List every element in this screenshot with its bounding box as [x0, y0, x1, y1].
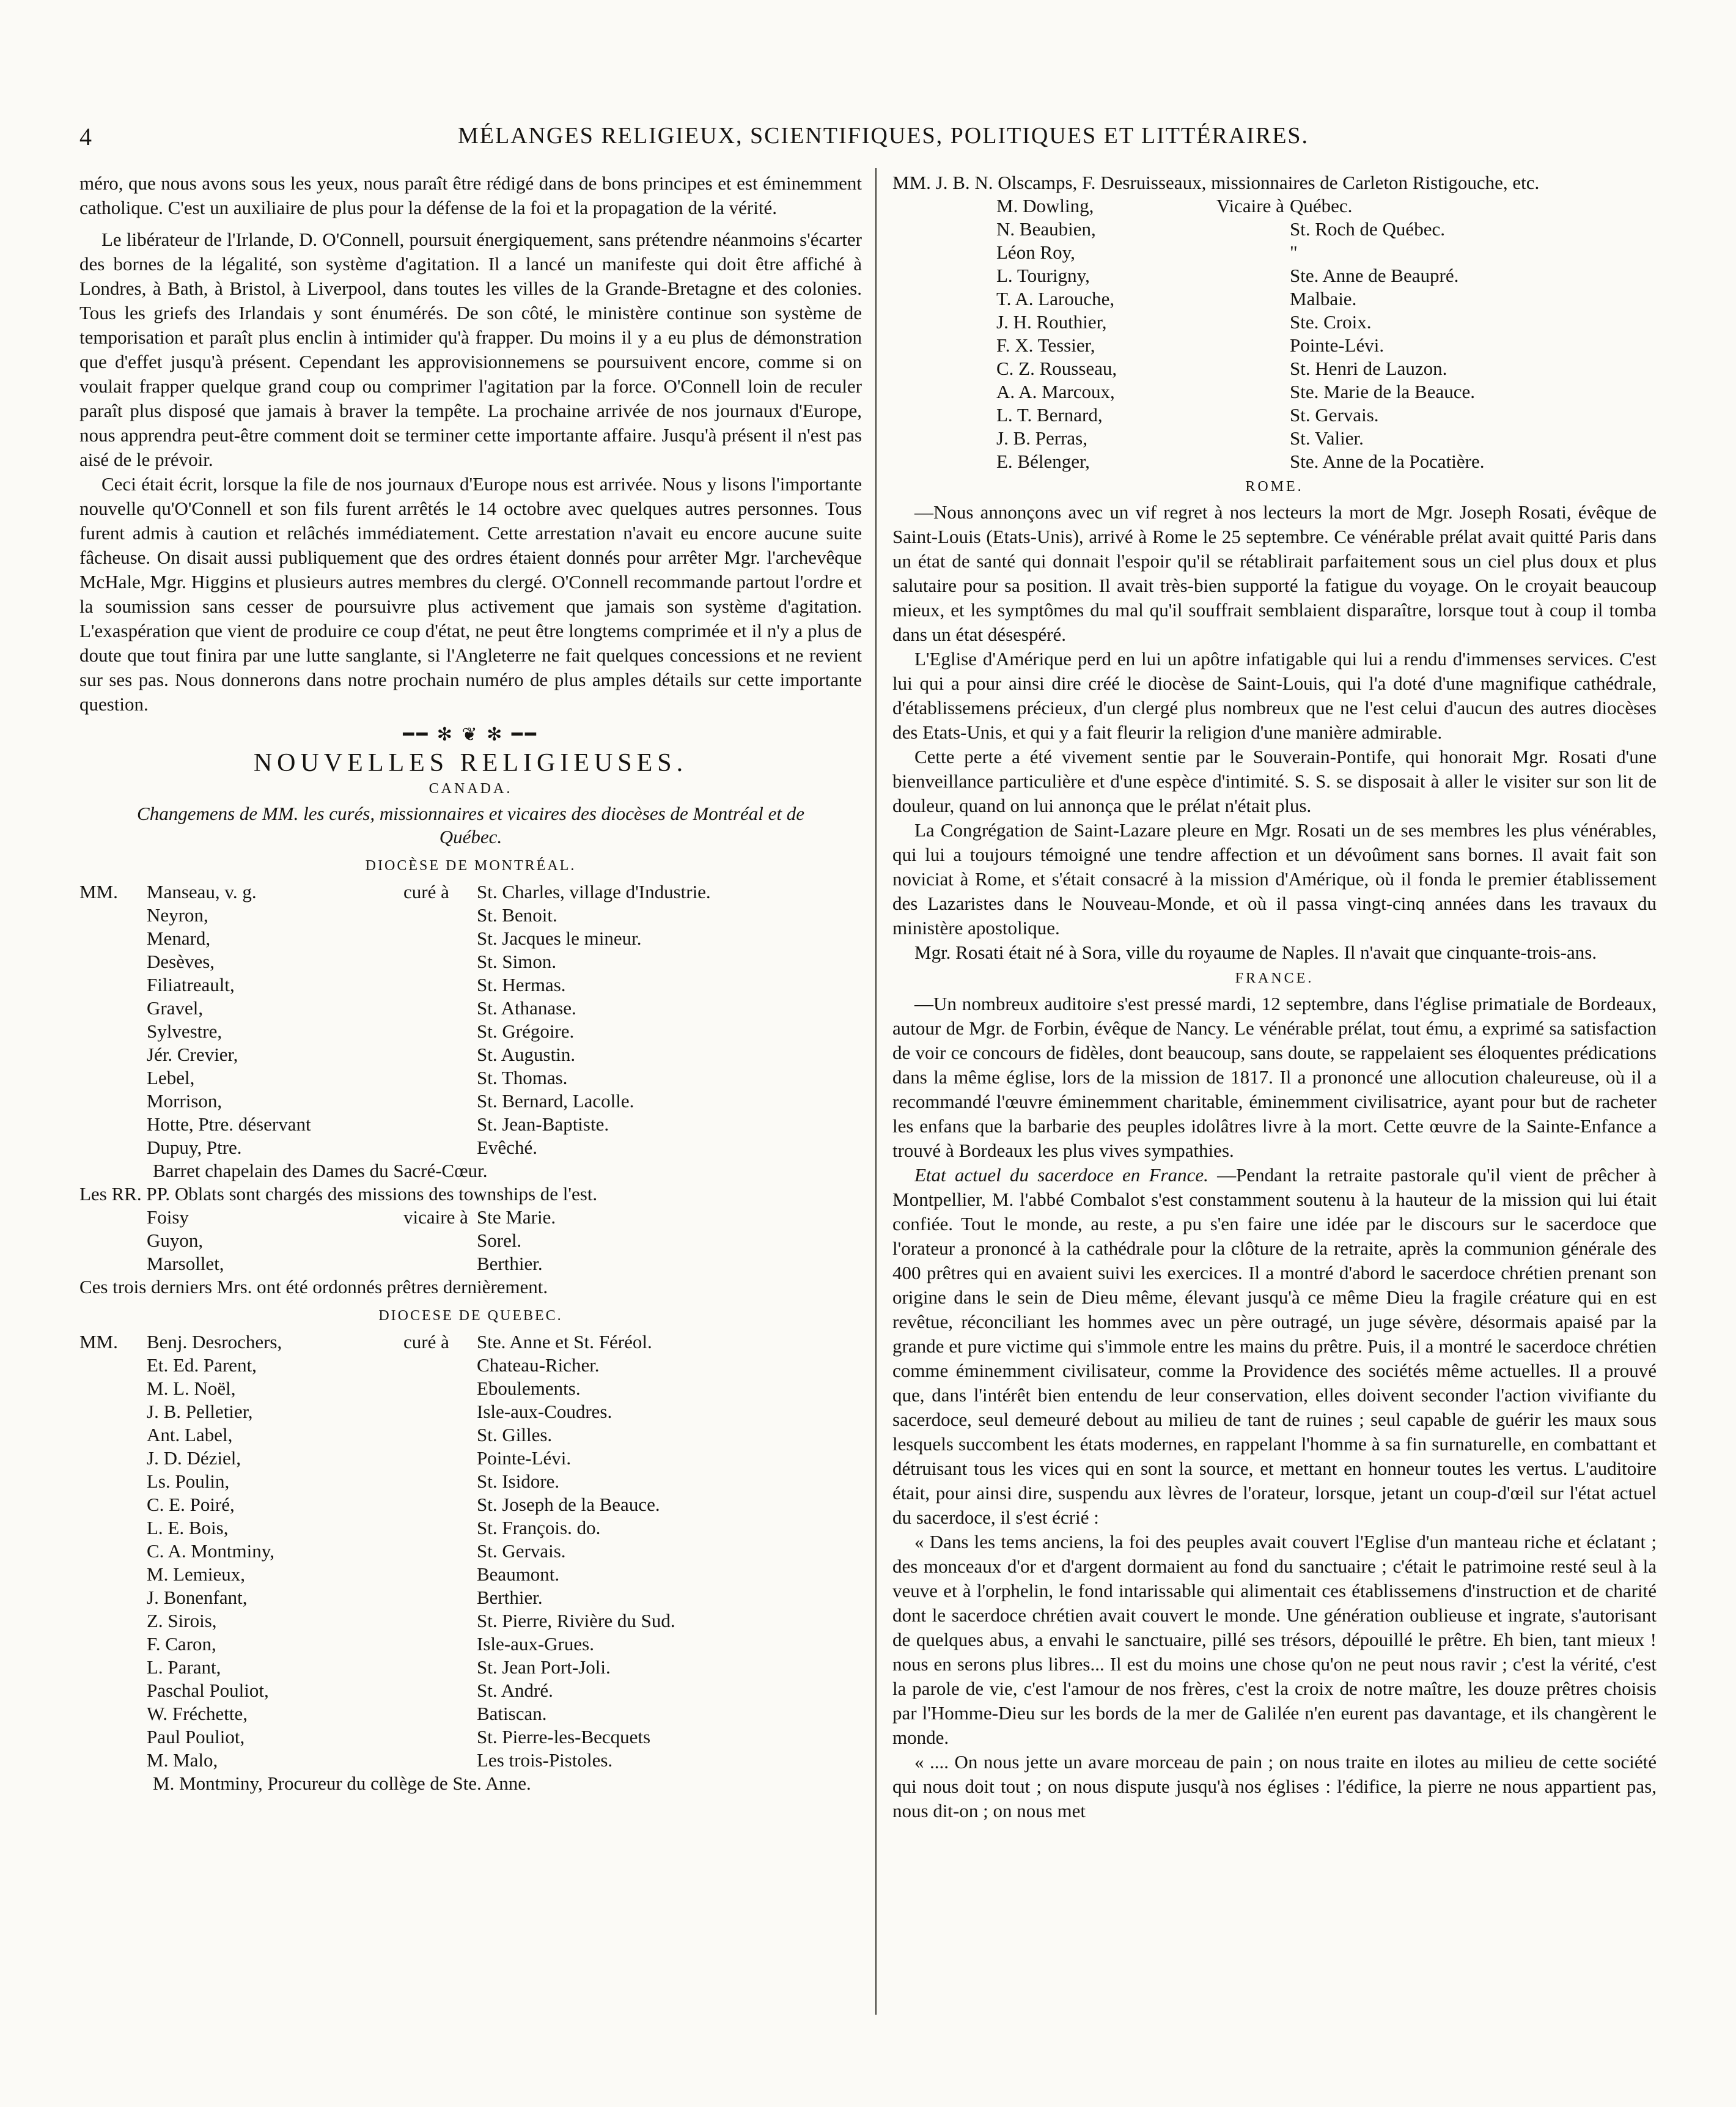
quebec-entry-pre: MM.: [79, 1331, 118, 1352]
vicaire-entry-role: vicaire à: [403, 1206, 468, 1228]
ordonnes-line: Ces trois derniers Mrs. ont été ordonnés prêtres dernièrement.: [79, 1276, 548, 1297]
montreal-entry-role: [403, 904, 477, 927]
montreal-entry-name: Neyron,: [147, 904, 208, 926]
vicaire-quebec-entry-name: J. H. Routhier,: [996, 311, 1107, 333]
quebec-entry-role: curé à: [403, 1331, 449, 1352]
vicaire-quebec-entry: [892, 427, 1657, 450]
quebec-entry-place: Isle-aux-Grues.: [477, 1633, 594, 1655]
vicaire-quebec-entry-pre: [892, 380, 996, 404]
page-header: [79, 122, 1644, 159]
quebec-entry-pre: [79, 1633, 147, 1656]
vicaire-quebec-entry-place: Malbaie.: [1290, 288, 1357, 309]
vicaire-quebec-entry-name: J. B. Perras,: [996, 427, 1087, 449]
quebec-entry-name: F. Caron,: [147, 1633, 216, 1655]
quebec-entry-role: [403, 1516, 477, 1540]
vicaire-quebec-entry-place: Pointe-Lévi.: [1290, 334, 1385, 356]
quebec-entry: [79, 1609, 862, 1633]
rome-paragraph-1: —Nous annonçons avec un vif regret à nos lecteurs la mort de Mgr. Joseph Rosati, évêque de Saint-Louis (Etats-Unis), arrivé à Rome le 25 septembre. Ce vénérable prélat avait quitté Paris dans un état de santé qui donnait l'espoir qu'il se rétablirait parfaitement sous un ciel plus doux et plus salutaire pour sa position. Il avait très-bien supporté la fatigue du voyage. On le croyait beaucoup mieux, et les symptômes du mal qu'il souffrait semblaient disparaître, lorsque tout à coup il tomba dans un état désespéré.: [892, 501, 1657, 645]
quebec-entry-place: Eboulements.: [477, 1378, 581, 1399]
quebec-entry: [79, 1725, 862, 1749]
vicaire-quebec-entry-pre: [892, 194, 996, 218]
quebec-entry-name: Paul Pouliot,: [147, 1726, 245, 1747]
vicaire-quebec-entry-pre: [892, 241, 996, 264]
montreal-entry-role: [403, 950, 477, 973]
vicaire-entry-place: Berthier.: [477, 1253, 543, 1274]
vicaire-quebec-entry-role: [1216, 241, 1290, 264]
vicaire-quebec-entry-place: Ste. Anne de la Pocatière.: [1290, 451, 1485, 472]
quote-paragraph-1: « Dans les tems anciens, la foi des peuples avait couvert l'Eglise d'un manteau riche et éclatant ; des monceaux d'or et d'argent dormaient au fond du sanctuaire ; c'était le patrimoine resté seul à la veuve et à l'orphelin, le fond intarissable qui alimentait ces établissemens d'instruction et de charité dont le sacerdoce chrétien avait couvert le monde. Une génération oublieuse et ingrate, s'autorisant de quelques abus, a envahi le sanctuaire, pillé ses trésors, dépouillé le prêtre. Eh bien, tant mieux ! nous en serons plus libres... Il est du moins une chose qu'on ne peut nous ravir ; c'est la vérité, c'est la parole de vie, c'est l'amour de nos frères, c'est la croix de notre maître, les douze prêtres choisis par l'Homme-Dieu sur les bords de la mer de Galilée n'en eurent pas davantage, et ils changèrent le monde.: [892, 1531, 1657, 1748]
quebec-entry-role: [403, 1586, 477, 1609]
section-title: NOUVELLES RELIGIEUSES.: [253, 749, 688, 777]
vicaire-entry-pre: [79, 1229, 147, 1252]
quebec-entry-pre: [79, 1400, 147, 1423]
montreal-entry: [79, 1043, 862, 1066]
vicaire-quebec-entry-name: M. Dowling,: [996, 195, 1094, 216]
quebec-entry-pre: [79, 1377, 147, 1400]
quebec-entry: [79, 1633, 862, 1656]
montreal-entry-name: Morrison,: [147, 1090, 223, 1112]
montreal-entry-role: [403, 1090, 477, 1113]
vicaire-quebec-entry: [892, 450, 1657, 473]
vicaire-quebec-entry-pre: [892, 287, 996, 311]
quebec-entry-place: Les trois-Pistoles.: [477, 1749, 613, 1771]
montreal-entry: [79, 1090, 862, 1113]
vicaire-quebec-entry-name: L. T. Bernard,: [996, 404, 1103, 426]
rome-paragraph-5: Mgr. Rosati était né à Sora, ville du royaume de Naples. Il n'avait que cinquante-trois-ans.: [914, 942, 1597, 963]
montreal-entry-name: Filiatreault,: [147, 974, 235, 995]
vicaire-quebec-entry: [892, 334, 1657, 357]
montreal-entry-pre: MM.: [79, 881, 118, 902]
montreal-entry: [79, 904, 862, 927]
quebec-entry-name: Ant. Label,: [147, 1424, 233, 1445]
montreal-entry-role: [403, 1113, 477, 1136]
quebec-entry: [79, 1656, 862, 1679]
vicaire-entry-role: [403, 1229, 477, 1252]
oblats-line: Les RR. PP. Oblats sont chargés des missions des townships de l'est.: [79, 1183, 598, 1205]
vicaire-entry-name: Guyon,: [147, 1230, 204, 1251]
vicaire-quebec-entry-role: [1216, 334, 1290, 357]
quebec-entry-pre: [79, 1656, 147, 1679]
vicaire-quebec-entry-role: [1216, 450, 1290, 473]
right-column: [892, 171, 1657, 1823]
vicaire-quebec-entry-pre: [892, 264, 996, 287]
ornament-divider: ━━ ✻ ❦ ✻ ━━: [403, 725, 539, 745]
montreal-entry-place: St. Grégoire.: [477, 1020, 575, 1042]
quebec-entry: [79, 1330, 862, 1354]
quebec-entry-role: [403, 1609, 477, 1633]
montreal-entry-role: [403, 1136, 477, 1159]
montreal-entry-role: [403, 1043, 477, 1066]
montreal-entry-name: Lebel,: [147, 1067, 195, 1088]
quebec-entry-pre: [79, 1354, 147, 1377]
quebec-entry-place: St. André.: [477, 1680, 553, 1701]
montreal-entry-place: St. Jean-Baptiste.: [477, 1113, 609, 1135]
vicaire-quebec-entry: [892, 357, 1657, 380]
rome-paragraph-3: Cette perte a été vivement sentie par le Souverain-Pontife, qui honorait Mgr. Rosati d'une bienveillance particulière et d'une espèce d'intimité. S. S. se disposait à aller le visiter sur son lit de douleur, quand on lui annonça que le prélat n'était plus.: [892, 746, 1657, 816]
vicaire-quebec-entry-role: [1216, 357, 1290, 380]
vicaire-entry-pre: [79, 1206, 147, 1229]
montreal-entry-name: Manseau, v. g.: [147, 881, 257, 902]
vicaire-quebec-entry-place: ": [1290, 242, 1298, 263]
rome-paragraph-4: La Congrégation de Saint-Lazare pleure en Mgr. Rosati un de ses membres les plus vénérables, qui lui a toujours témoigné une tendre affection et un dévoûment sans bornes. Il avait fait son noviciat à Rome, et s'était consacré à la mission d'Amérique, où il fonda le premier établissement des Lazaristes dans le Nouveau-Monde, et où il passa vingt-cinq années dans les travaux du ministère apostolique.: [892, 819, 1657, 939]
quebec-entry-place: Batiscan.: [477, 1703, 547, 1724]
etat-label: Etat actuel du sacerdoce en France.: [914, 1164, 1208, 1186]
montreal-entry-pre: [79, 927, 147, 950]
quebec-entry-name: M. Malo,: [147, 1749, 218, 1771]
montreal-entry-pre: [79, 1113, 147, 1136]
vicaires-list: [79, 1206, 862, 1275]
quebec-entry-role: [403, 1354, 477, 1377]
montreal-entry-role: [403, 927, 477, 950]
page-number: 4: [79, 123, 92, 150]
vicaire-quebec-entry-pre: [892, 427, 996, 450]
missionnaires-line: MM. J. B. N. Olscamps, F. Desruisseaux, missionnaires de Carleton Ristigouche, etc.: [892, 172, 1540, 193]
quebec-entry-pre: [79, 1679, 147, 1702]
montreal-entry: [79, 950, 862, 973]
quebec-entry-name: L. E. Bois,: [147, 1517, 229, 1538]
quebec-entry-role: [403, 1540, 477, 1563]
quebec-entry-role: [403, 1423, 477, 1447]
quebec-entry-pre: [79, 1725, 147, 1749]
quebec-entry-role: [403, 1377, 477, 1400]
montreal-entry: [79, 927, 862, 950]
montreal-entry-pre: [79, 1066, 147, 1090]
montreal-list: [79, 880, 862, 1159]
quebec-entry: [79, 1470, 862, 1493]
vicaire-quebec-entry-name: L. Tourigny,: [996, 265, 1090, 286]
vicaire-quebec-entry: [892, 404, 1657, 427]
montreal-entry-name: Sylvestre,: [147, 1020, 223, 1042]
quebec-entry-role: [403, 1679, 477, 1702]
quebec-entry-place: Berthier.: [477, 1587, 543, 1608]
quebec-entry: [79, 1563, 862, 1586]
vicaire-quebec-entry: [892, 311, 1657, 334]
quebec-entry-pre: [79, 1586, 147, 1609]
quebec-entry-place: St. Pierre-les-Becquets: [477, 1726, 651, 1747]
quebec-entry-role: [403, 1702, 477, 1725]
vicaire-quebec-entry-role: [1216, 218, 1290, 241]
montreal-entry-pre: [79, 1090, 147, 1113]
quebec-entry: [79, 1586, 862, 1609]
vicaire-entry-name: Foisy: [147, 1206, 189, 1228]
vicaire-quebec-entry-role: [1216, 427, 1290, 450]
montreal-entry-role: curé à: [403, 881, 449, 902]
montreal-entry-pre: [79, 1136, 147, 1159]
vicaires-quebec-list: [892, 194, 1657, 473]
quebec-entry-name: J. Bonenfant,: [147, 1587, 248, 1608]
vicaire-quebec-entry-name: A. A. Marcoux,: [996, 381, 1115, 402]
quebec-entry-role: [403, 1563, 477, 1586]
arrest-paragraph: Ceci était écrit, lorsque la file de nos journaux d'Europe nous est arrivée. Nous y lisons l'importante nouvelle qu'O'Connell et son fils furent arrêtés le 14 octobre avec quelques autres personnes. Tous furent admis à caution et relâchés immédiatement. Cette arrestation n'avait eu encore aucune suite fâcheuse. On disait aussi publiquement que des ordres étaient donnés pour arrêter Mgr. l'archevêque McHale, Mgr. Higgins et plusieurs autres membres du clergé. O'Connell recommande partout l'ordre et la soumission sans cesser de poursuivre plus activement que jamais son système d'agitation. L'exaspération que vient de produire ce coup d'état, ne peut être longtems comprimée et il n'y a plus de doute que tout finira par une lutte sanglante, si l'Angleterre ne fait quelques concessions et ne revient sur ses pas. Nous donnerons dans notre prochain numéro de plus amples détails sur cette importante question.: [79, 473, 862, 715]
montreal-entry-pre: [79, 997, 147, 1020]
quebec-entry-pre: [79, 1493, 147, 1516]
quebec-entry-role: [403, 1656, 477, 1679]
quebec-entry-pre: [79, 1447, 147, 1470]
vicaire-quebec-entry-place: Ste. Marie de la Beauce.: [1290, 381, 1475, 402]
montreal-entry-pre: [79, 904, 147, 927]
quebec-entry-pre: [79, 1563, 147, 1586]
quebec-entry-pre: [79, 1423, 147, 1447]
montreal-entry: [79, 1136, 862, 1159]
quebec-entry-name: W. Fréchette,: [147, 1703, 248, 1724]
quebec-entry-pre: [79, 1516, 147, 1540]
vicaire-quebec-entry-name: C. Z. Rousseau,: [996, 358, 1117, 379]
montreal-entry: [79, 997, 862, 1020]
quebec-entry: [79, 1493, 862, 1516]
quebec-entry-role: [403, 1493, 477, 1516]
montreal-entry-place: St. Augustin.: [477, 1044, 576, 1065]
quebec-entry-name: Paschal Pouliot,: [147, 1680, 269, 1701]
vicaire-quebec-entry: [892, 218, 1657, 241]
vicaire-quebec-entry: [892, 194, 1657, 218]
montreal-entry-role: [403, 1066, 477, 1090]
quebec-entry-pre: [79, 1609, 147, 1633]
etat-paragraph: [892, 1163, 1657, 1530]
procureur-line: M. Montminy, Procureur du collège de Ste. Anne.: [153, 1773, 531, 1794]
column-divider: [875, 168, 877, 2015]
vicaire-quebec-entry-place: Ste. Croix.: [1290, 311, 1372, 333]
montreal-entry-pre: [79, 950, 147, 973]
vicaire-quebec-entry-pre: [892, 311, 996, 334]
vicaire-quebec-entry-name: Léon Roy,: [996, 242, 1075, 263]
quebec-entry-name: C. E. Poiré,: [147, 1494, 235, 1515]
montreal-entry-role: [403, 1020, 477, 1043]
quebec-entry-name: M. L. Noël,: [147, 1378, 236, 1399]
montreal-entry-place: St. Hermas.: [477, 974, 566, 995]
oconnell-paragraph: Le libérateur de l'Irlande, D. O'Connell, poursuit énergiquement, sans prétendre néanmoins s'écarter des bornes de la légalité, son système d'agitation. Il a lancé un manifeste qui doit être affiché à Londres, à Bath, à Bristol, à Liverpool, dans toutes les villes de la Grande-Bretagne et des colonies. Tous les griefs des Irlandais y sont énumérés. De son côté, le ministère continue son système de temporisation et paraît plus enclin à intimider qu'à frapper. Du moins il y a eu plus de démonstration que d'effet jusqu'à présent. Cependant les approvisionnemens se poursuivent encore, comme si on voulait frapper quelque grand coup ou comprimer l'agitation par la force. O'Connell loin de reculer paraît plus disposé que jamais à braver la tempête. La prochaine arrivée de nos journaux d'Europe, nous apprendra peut-être comment doit se terminer cette importante affaire. Jusqu'à présent il n'est pas aisé de le prévoir.: [79, 229, 862, 470]
vicaire-quebec-entry-pre: [892, 334, 996, 357]
vicaire-quebec-entry: [892, 380, 1657, 404]
montreal-entry-role: [403, 973, 477, 997]
vicaire-entry-name: Marsollet,: [147, 1253, 224, 1274]
montreal-entry-place: St. Athanase.: [477, 997, 576, 1019]
quebec-entry-name: M. Lemieux,: [147, 1563, 245, 1585]
montreal-entry-pre: [79, 1043, 147, 1066]
quebec-entry-place: St. Gilles.: [477, 1424, 553, 1445]
quebec-entry-place: St. François. do.: [477, 1517, 601, 1538]
vicaire-quebec-entry-pre: [892, 404, 996, 427]
montreal-entry-pre: [79, 973, 147, 997]
vicaire-quebec-entry-place: St. Valier.: [1290, 427, 1364, 449]
quebec-entry: [79, 1423, 862, 1447]
montreal-entry-name: Gravel,: [147, 997, 204, 1019]
montreal-entry-name: Jér. Crevier,: [147, 1044, 238, 1065]
montreal-entry-place: St. Charles, village d'Industrie.: [477, 881, 711, 902]
quebec-entry-place: Ste. Anne et St. Féréol.: [477, 1331, 652, 1352]
quebec-entry-pre: [79, 1749, 147, 1772]
quebec-entry-place: St. Isidore.: [477, 1470, 560, 1492]
running-title: MÉLANGES RELIGIEUX, SCIENTIFIQUES, POLITIQUES ET LITTÉRAIRES.: [457, 123, 1309, 149]
quebec-entry: [79, 1377, 862, 1400]
quebec-entry-place: Isle-aux-Coudres.: [477, 1401, 612, 1422]
quebec-entry-role: [403, 1447, 477, 1470]
vicaire-quebec-entry-place: St. Gervais.: [1290, 404, 1379, 426]
montreal-entry-place: Evêché.: [477, 1137, 537, 1158]
etat-text: —Pendant la retraite pastorale qu'il vient de prêcher à Montpellier, M. l'abbé Combalot s'est constamment soutenu à la hauteur de la mission qui lui était confiée. Tout le monde, au reste, a pu s'en faire une idée par le discours sur le sacerdoce que l'orateur a prononcé à la cathédrale pour la clôture de la retraite, après la communion générale des 400 prêtres qui en avaient suivi les exercices. Il a montré d'abord le sacerdoce chrétien prenant son origine dans le sein de Dieu même, élevant jusqu'à ce même Dieu la fragile créature qui en est revêtue, réconciliant les hommes avec un père outragé, un juge sévère, désormais apaisé par la grande et pure victime qui s'immole entre les mains du prêtre. Puis, il a montré le sacerdoce chrétien comme éminemment civilisateur, comme la Providence des sociétés même actuelles. Il a prouvé que, dans l'intérêt bien entendu de leur conservation, elles doivent seconder l'action vivifiante du sacerdoce, seul demeuré debout au milieu de tant de ruines ; seul capable de guérir les maux sous lesquels succombent les états modernes, en rappelant l'homme à sa fin surnaturelle, en combattant et détruisant tous les vices qui en sont la source, et mettant en honneur toutes les vertus. L'auditoire était, pour ainsi dire, suspendu aux lèvres de l'orateur, lorsque, jetant un coup-d'œil sur l'état actuel du sacerdoce, il s'est écrié :: [892, 1164, 1657, 1528]
quebec-entry-role: [403, 1725, 477, 1749]
intro-paragraph: méro, que nous avons sous les yeux, nous paraît être rédigé dans de bons principes et est éminemment catholique. C'est un auxiliaire de plus pour la défense de la foi et la propagation de la vérité.: [79, 172, 862, 218]
vicaire-quebec-entry-place: Québec.: [1290, 195, 1353, 216]
quebec-entry-name: C. A. Montminy,: [147, 1540, 274, 1562]
vicaire-entry-pre: [79, 1252, 147, 1275]
vicaire-quebec-entry-name: T. A. Larouche,: [996, 288, 1115, 309]
rome-paragraph-2: L'Eglise d'Amérique perd en lui un apôtre infatigable qui lui a rendu d'immenses services. C'est lui qui a pour ainsi dire créé le diocèse de Saint-Louis, qui l'a doté d'une magnifique cathédrale, d'établissemens précieux, d'un clergé plus nombreux que ne l'est celui d'aucun des autres diocèses des Etats-Unis, et qui y a fait fleurir la religion d'une manière admirable.: [892, 648, 1657, 743]
vicaire-entry: [79, 1206, 862, 1229]
quebec-entry: [79, 1749, 862, 1772]
montreal-entry-place: St. Simon.: [477, 951, 557, 972]
left-column: [79, 171, 862, 1795]
quebec-entry: [79, 1516, 862, 1540]
vicaire-quebec-entry: [892, 287, 1657, 311]
montreal-entry-place: St. Thomas.: [477, 1067, 568, 1088]
quebec-entry-pre: [79, 1470, 147, 1493]
montreal-entry-name: Hotte, Ptre. déservant: [147, 1113, 311, 1135]
montreal-entry-role: [403, 997, 477, 1020]
vicaire-quebec-entry: [892, 241, 1657, 264]
quebec-entry-place: St. Pierre, Rivière du Sud.: [477, 1610, 675, 1631]
quebec-entry-role: [403, 1470, 477, 1493]
changes-title: Changemens de MM. les curés, missionnaires et vicaires des diocèses de Montréal et de Québec.: [137, 803, 804, 847]
barret-line: Barret chapelain des Dames du Sacré-Cœur.: [153, 1160, 488, 1181]
quote-paragraph-2: « .... On nous jette un avare morceau de pain ; on nous traite en ilotes au milieu de cette société qui nous doit tout ; on nous dispute jusqu'à nos églises : l'édifice, la pierre ne nous appartient pas, nous dit-on ; on nous met: [892, 1751, 1657, 1821]
quebec-entry-name: J. D. Déziel,: [147, 1447, 241, 1469]
quebec-entry-place: St. Jean Port-Joli.: [477, 1656, 611, 1678]
quebec-entry-name: Ls. Poulin,: [147, 1470, 230, 1492]
quebec-list: [79, 1330, 862, 1772]
montreal-entry: [79, 973, 862, 997]
quebec-entry-name: Benj. Desrochers,: [147, 1331, 282, 1352]
vicaire-quebec-entry-pre: [892, 218, 996, 241]
france-paragraph-1: —Un nombreux auditoire s'est pressé mardi, 12 septembre, dans l'église primatiale de Bordeaux, autour de Mgr. de Forbin, évêque de Nancy. Le vénérable prélat, tout ému, a exprimé sa satisfaction de voir ce concours de fidèles, dont beaucoup, sans doute, se rappelaient ses éloquentes prédications dans la même église, lors de la mission de 1817. Il a prononcé une allocution chaleureuse, où il a recommandé l'œuvre éminemment charitable, éminemment civilisatrice, ayant pour but de racheter les enfans que la barbarie des peuples idolâtres livre à la mort. Cette œuvre de la Sainte-Enfance a trouvé à Bordeaux les plus vives sympathies.: [892, 993, 1657, 1161]
quebec-entry-place: St. Gervais.: [477, 1540, 566, 1562]
france-heading: FRANCE.: [1235, 970, 1314, 986]
quebec-entry: [79, 1400, 862, 1423]
vicaire-quebec-entry-role: [1216, 380, 1290, 404]
vicaire-quebec-entry-name: F. X. Tessier,: [996, 334, 1095, 356]
quebec-entry-role: [403, 1633, 477, 1656]
vicaire-quebec-entry-pre: [892, 450, 996, 473]
vicaire-quebec-entry-name: N. Beaubien,: [996, 218, 1096, 240]
montreal-entry: [79, 1113, 862, 1136]
quebec-entry-name: Z. Sirois,: [147, 1610, 217, 1631]
quebec-entry: [79, 1679, 862, 1702]
quebec-entry-place: Chateau-Richer.: [477, 1354, 600, 1376]
vicaire-quebec-entry-role: [1216, 264, 1290, 287]
montreal-entry-name: Desèves,: [147, 951, 215, 972]
vicaire-entry-role: [403, 1252, 477, 1275]
vicaire-entry: [79, 1229, 862, 1252]
montreal-heading: DIOCÈSE DE MONTRÉAL.: [365, 858, 576, 874]
vicaire-quebec-entry-role: [1216, 311, 1290, 334]
quebec-entry-name: Et. Ed. Parent,: [147, 1354, 257, 1376]
montreal-entry-place: St. Bernard, Lacolle.: [477, 1090, 634, 1112]
vicaire-entry-place: Ste Marie.: [477, 1206, 556, 1228]
quebec-entry-pre: [79, 1540, 147, 1563]
vicaire-quebec-entry-place: Ste. Anne de Beaupré.: [1290, 265, 1459, 286]
vicaire-quebec-entry-role: Vicaire à: [1216, 195, 1284, 216]
montreal-entry: [79, 1066, 862, 1090]
quebec-entry-name: L. Parant,: [147, 1656, 221, 1678]
montreal-entry-pre: [79, 1020, 147, 1043]
vicaire-quebec-entry-pre: [892, 357, 996, 380]
quebec-entry-place: Beaumont.: [477, 1563, 560, 1585]
vicaire-entry-place: Sorel.: [477, 1230, 522, 1251]
vicaire-entry: [79, 1252, 862, 1275]
quebec-entry: [79, 1447, 862, 1470]
quebec-entry-pre: [79, 1702, 147, 1725]
vicaire-quebec-entry-place: St. Roch de Québec.: [1290, 218, 1445, 240]
quebec-entry-place: Pointe-Lévi.: [477, 1447, 572, 1469]
quebec-entry: [79, 1354, 862, 1377]
montreal-entry: [79, 1020, 862, 1043]
montreal-entry-place: St. Jacques le mineur.: [477, 928, 642, 949]
vicaire-quebec-entry-place: St. Henri de Lauzon.: [1290, 358, 1447, 379]
quebec-entry: [79, 1540, 862, 1563]
vicaire-quebec-entry: [892, 264, 1657, 287]
vicaire-quebec-entry-role: [1216, 287, 1290, 311]
montreal-entry-name: Dupuy, Ptre.: [147, 1137, 242, 1158]
quebec-entry-role: [403, 1400, 477, 1423]
quebec-heading: DIOCESE DE QUEBEC.: [378, 1308, 563, 1324]
montreal-entry-name: Menard,: [147, 928, 211, 949]
vicaire-quebec-entry-name: E. Bélenger,: [996, 451, 1090, 472]
vicaire-quebec-entry-role: [1216, 404, 1290, 427]
rome-heading: ROME.: [1245, 479, 1304, 495]
quebec-entry-role: [403, 1749, 477, 1772]
quebec-entry-place: St. Joseph de la Beauce.: [477, 1494, 660, 1515]
canada-heading: CANADA.: [428, 781, 513, 797]
montreal-entry: [79, 880, 862, 904]
quebec-entry-name: J. B. Pelletier,: [147, 1401, 253, 1422]
quebec-entry: [79, 1702, 862, 1725]
montreal-entry-place: St. Benoit.: [477, 904, 557, 926]
